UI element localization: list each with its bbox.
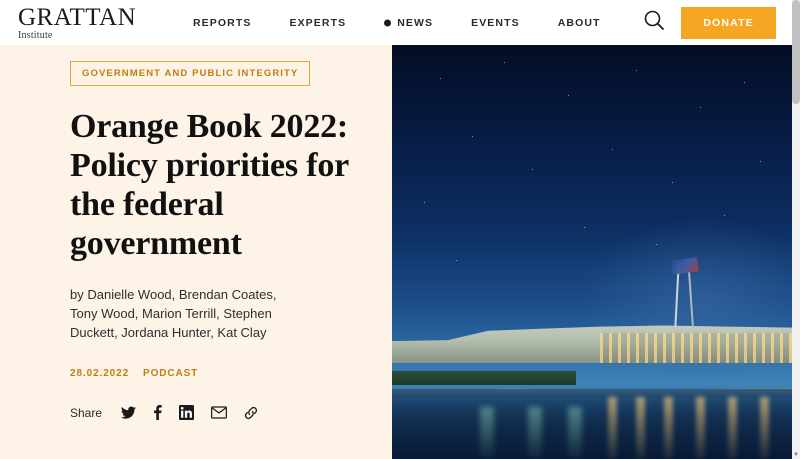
header-actions	[643, 7, 776, 39]
share-row	[70, 405, 362, 420]
nav-item-news-label: NEWS	[397, 16, 434, 29]
share-label: Share	[70, 405, 103, 420]
hero-image	[392, 45, 792, 459]
nav-item-experts[interactable]: EXPERTS	[289, 16, 347, 29]
category-tag[interactable]: GOVERNMENT AND PUBLIC INTEGRITY	[70, 61, 310, 86]
article-byline: by Danielle Wood, Brendan Coates, Tony Wood, Marion Terrill, Stephen Duckett, Jordana Hunter, Kat Clay	[70, 287, 277, 340]
hero-building-lights	[600, 333, 792, 363]
link-icon[interactable]	[244, 406, 258, 420]
scrollbar-thumb[interactable]	[792, 0, 800, 104]
scroll-down-arrow[interactable]: ▼	[793, 452, 799, 458]
nav-item-about[interactable]: ABOUT	[557, 16, 601, 29]
main-navigation	[193, 17, 601, 29]
donate-button[interactable]: DONATE	[681, 7, 776, 39]
article-meta	[70, 368, 362, 379]
nav-item-events[interactable]: EVENTS	[471, 16, 520, 29]
logo-subtext: Institute	[18, 29, 53, 41]
article-hero-section	[0, 45, 792, 459]
linkedin-icon[interactable]	[179, 405, 194, 420]
content-type-label[interactable]: PODCAST	[143, 368, 199, 379]
search-icon[interactable]	[643, 9, 665, 36]
nav-item-news[interactable]	[384, 17, 433, 29]
publish-date: 28.02.2022	[70, 368, 130, 379]
twitter-icon[interactable]	[121, 406, 136, 420]
site-header	[0, 0, 792, 45]
page-title: Orange Book 2022: Policy priorities for the federal government	[70, 108, 349, 262]
active-dot-icon	[384, 19, 391, 26]
nav-item-reports[interactable]: REPORTS	[193, 16, 252, 29]
hero-hedge-left	[392, 371, 576, 385]
logo-wordmark: GRATTAN	[18, 3, 137, 31]
email-icon[interactable]	[211, 406, 227, 419]
article-info-column	[0, 45, 392, 459]
page-scrollbar[interactable]	[792, 0, 800, 459]
facebook-icon[interactable]	[153, 405, 162, 420]
site-logo[interactable]	[18, 5, 138, 41]
